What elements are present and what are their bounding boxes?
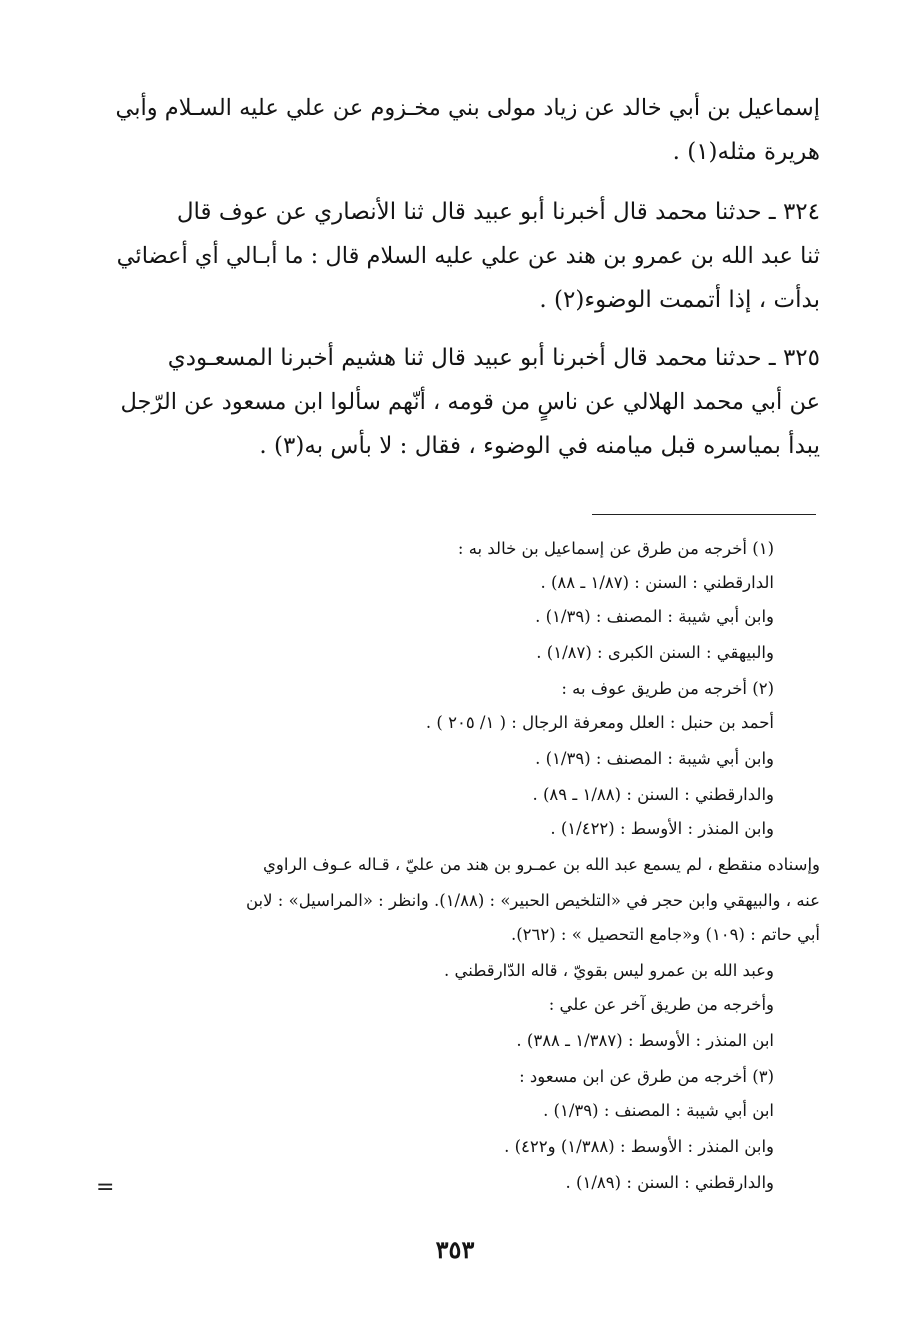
paragraph-line: ٣٢٥ ـ حدثنا محمد قال أخبرنا أبو عبيد قال ثنا هشيم أخبرنا المسعـودي <box>167 345 820 371</box>
footnote-line: (١) أخرجه من طرق عن إسماعيل بن خالد به : <box>457 539 774 558</box>
footnote-line: وابن أبي شيبة : المصنف : (١/٣٩) . <box>535 749 774 768</box>
paragraph-line: ٣٢٤ ـ حدثنا محمد قال أخبرنا أبو عبيد قال ثنا الأنصاري عن عوف قال <box>176 199 820 225</box>
footnote-line: وإسناده منقطع ، لم يسمع عبد الله بن عمـرو بن هند من عليّ ، قـاله عـوف الراوي <box>263 855 820 874</box>
footnote-line: وابن أبي شيبة : المصنف : (١/٣٩) . <box>535 607 774 626</box>
footnote-line: ابن المنذر : الأوسط : (١/٣٨٧ ـ ٣٨٨) . <box>516 1031 774 1050</box>
paragraph-line: هريرة مثله(١) . <box>672 139 820 165</box>
footnote-line: (٢) أخرجه من طريق عوف به : <box>561 679 774 698</box>
paragraph-325 <box>110 336 820 468</box>
paragraph-1 <box>110 86 820 174</box>
footnote-line: وابن المنذر : الأوسط : (١/٣٨٨) و٤٢٢) . <box>504 1137 774 1156</box>
paragraph-line: بدأت ، إذا أتممت الوضوء(٢) . <box>539 287 820 313</box>
footnote-line: وأخرجه من طريق آخر عن علي : <box>548 995 774 1014</box>
footnote-line: والدارقطني : السنن : (١/٨٩) . <box>565 1173 774 1192</box>
page-number: ٣٥٣ <box>435 1235 475 1264</box>
paragraph-line: إسماعيل بن أبي خالد عن زياد مولى بني مخـزوم عن علي عليه السـلام وأبي <box>115 95 820 121</box>
paragraph-324 <box>110 190 820 322</box>
footnote-line: عنه ، والبيهقي وابن حجر في «التلخيص الحبير» : (١/٨٨). وانظر : «المراسيل» : لابن <box>245 891 820 910</box>
paragraph-line: يبدأ بمياسره قبل ميامنه في الوضوء ، فقال : لا بأس به(٣) . <box>259 433 820 459</box>
footnote-line: والبيهقي : السنن الكبرى : (١/٨٧) . <box>536 643 774 662</box>
footnote-line: وابن المنذر : الأوسط : (١/٤٢٢) . <box>550 819 774 838</box>
footnote-separator <box>592 514 816 515</box>
footnote-line: أحمد بن حنبل : العلل ومعرفة الرجال : ( ١/ ٢٠٥ ) . <box>425 713 774 732</box>
footnote-line: (٣) أخرجه من طرق عن ابن مسعود : <box>519 1067 774 1086</box>
footnote-line: الدارقطني : السنن : (١/٨٧ ـ ٨٨) . <box>540 573 774 592</box>
paragraph-line: عن أبي محمد الهلالي عن ناسٍ من قومه ، أنّهم سألوا ابن مسعود عن الرّجل <box>120 389 820 415</box>
paragraph-line: ثنا عبد الله بن عمرو بن هند عن علي عليه السلام قال : ما أبـالي أي أعضائي <box>116 243 820 269</box>
footnote-line: ابن أبي شيبة : المصنف : (١/٣٩) . <box>543 1101 774 1120</box>
footnote-line: وعبد الله بن عمرو ليس بقويّ ، قاله الدّارقطني . <box>444 961 774 980</box>
footnote-line: أبي حاتم : (١٠٩) و«جامع التحصيل » : (٢٦٢). <box>510 925 820 944</box>
continuation-marker: = <box>96 1175 115 1200</box>
footnote-line: والدارقطني : السنن : (١/٨٨ ـ ٨٩) . <box>532 785 774 804</box>
